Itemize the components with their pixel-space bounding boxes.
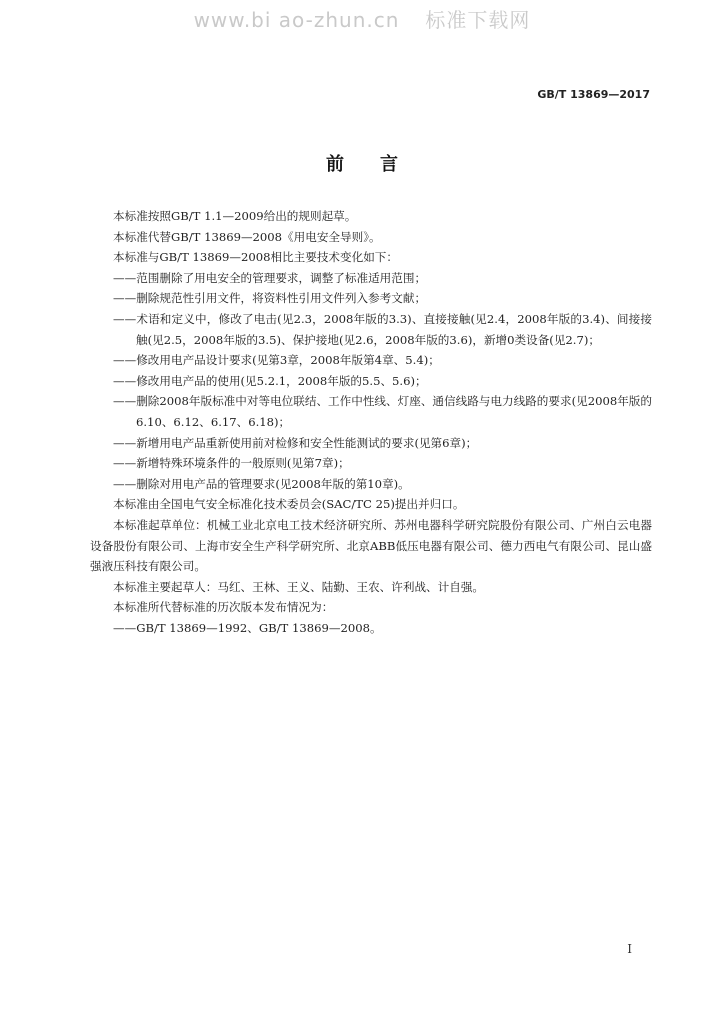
page-number: I — [627, 942, 632, 956]
history-list-item: ——GB/T 13869—1992、GB/T 13869—2008。 — [113, 620, 382, 635]
page-title: 前言 — [326, 154, 434, 175]
paragraph: 本标准按照GB/T 1.1—2009给出的规则起草。 — [113, 209, 357, 223]
change-list-item: ——新增用电产品重新使用前对检修和安全性能测试的要求(见第6章)； — [113, 435, 478, 450]
watermark-label: 标准下载网 — [425, 8, 531, 32]
change-list-item: ——修改用电产品设计要求(见第3章，2008年版第4章、5.4)； — [113, 353, 440, 368]
change-list-item: ——删除2008年版标准中对等电位联结、工作中性线、灯座、通信线路与电力线路的要求(见2008年版的6.10、6.12、6.17、6.18)； — [113, 394, 652, 429]
paragraph: 本标准主要起草人：马红、王林、王义、陆勤、王农、许利战、计自强。 — [113, 579, 485, 594]
standard-number: GB/T 13869—2017 — [537, 88, 650, 101]
paragraph: 本标准由全国电气安全标准化技术委员会(SAC/TC 25)提出并归口。 — [113, 497, 465, 512]
change-list-item: ——术语和定义中，修改了电击(见2.3，2008年版的3.3)、直接接触(见2.4，2008年版的3.4)、间接接触(见2.5，2008年版的3.5)、保护接地(见2.6，2008年版的3.6)，新增0类设备(见2.7)； — [113, 311, 652, 347]
change-list-item: ——删除对用电产品的管理要求(见2008年版的第10章)。 — [113, 476, 410, 491]
change-list-item: ——删除规范性引用文件，将资料性引用文件列入参考文献； — [113, 291, 427, 306]
paragraph: 本标准所代替标准的历次版本发布情况为： — [113, 600, 334, 615]
change-list-item: ——新增特殊环境条件的一般原则(见第7章)； — [113, 456, 350, 471]
change-list-item: ——修改用电产品的使用(见5.2.1，2008年版的5.5、5.6)； — [113, 373, 427, 388]
document-body — [90, 206, 652, 638]
watermark — [0, 4, 724, 33]
paragraph: 本标准与GB/T 13869—2008相比主要技术变化如下： — [113, 250, 398, 265]
change-list-item: ——范围删除了用电安全的管理要求，调整了标准适用范围； — [113, 270, 427, 285]
paragraph: 本标准代替GB/T 13869—2008《用电安全导则》。 — [113, 229, 381, 244]
paragraph: 本标准起草单位：机械工业北京电工技术经济研究所、苏州电器科学研究院股份有限公司、广州白云电器设备股份有限公司、上海市安全生产科学研究所、北京ABB低压电器有限公司、德力西电气有限公司、昆山盛强液压科技有限公司。 — [90, 517, 652, 574]
watermark-site: www.bi ao-zhun.cn — [193, 8, 400, 32]
